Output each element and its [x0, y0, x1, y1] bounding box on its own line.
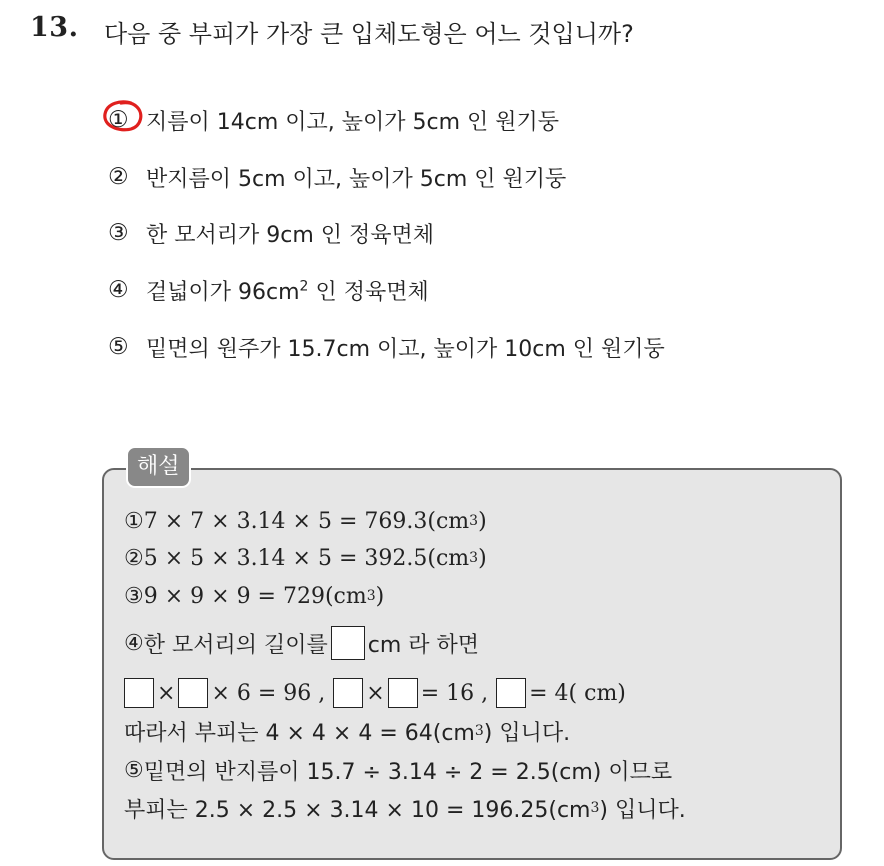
- question-text: 다음 중 부피가 가장 큰 입체도형은 어느 것입니까?: [104, 20, 634, 48]
- sol-1-close: ): [478, 508, 487, 534]
- solution-line-8: [124, 792, 686, 824]
- choice-2[interactable]: [108, 161, 566, 193]
- sol-5-op4: = 16 ,: [420, 680, 489, 706]
- sol-5-op2: × 6 = 96 ,: [211, 680, 326, 706]
- sol-8-text-b: ) 입니다.: [599, 797, 686, 823]
- sol-3-close: ): [375, 583, 385, 609]
- sol-1-mark: ①: [124, 508, 144, 534]
- choice-3-text: 한 모서리가 9cm 인 정육면체: [146, 222, 435, 248]
- choice-5[interactable]: [108, 331, 665, 363]
- sol-5-op5: = 4( cm): [529, 680, 626, 706]
- sol-4-mark: ④: [124, 630, 144, 656]
- sol-3-expr: 9 × 9 × 9 = 729(cm: [143, 583, 367, 609]
- solution-line-1: [124, 505, 487, 537]
- blank-box: [178, 678, 208, 708]
- sol-6-text-a: 따라서 부피는 4 × 4 × 4 = 64(cm: [124, 720, 475, 746]
- sol-5-op3: ×: [366, 680, 385, 706]
- sol-4-text-a: 한 모서리의 길이를: [143, 632, 328, 658]
- superscript: 3: [474, 723, 484, 739]
- choice-2-text: 반지름이 5cm 이고, 높이가 5cm 인 원기둥: [146, 166, 567, 192]
- sol-2-expr: 5 × 5 × 3.14 × 5 = 392.5(cm: [143, 545, 470, 571]
- sol-7-text-b: 밑면의 반지름이 15.7 ÷ 3.14 ÷ 2 = 2.5(cm) 이므로: [143, 759, 673, 785]
- superscript: 3: [469, 550, 479, 566]
- solution-badge: 해설: [126, 446, 191, 488]
- sol-4-text-b: cm 라 하면: [367, 632, 480, 658]
- choice-4-number: ④: [108, 277, 129, 303]
- choice-2-number: ②: [108, 164, 129, 190]
- blank-box: [331, 626, 365, 660]
- sol-6-text-b: ) 입니다.: [483, 720, 571, 746]
- solution-line-2: [124, 542, 487, 574]
- solution-line-7: [124, 754, 672, 786]
- solution-line-5: [124, 677, 626, 709]
- sol-2-mark: ②: [124, 545, 144, 571]
- sol-2-close: ): [478, 545, 487, 571]
- superscript: 3: [366, 588, 376, 604]
- question-number: 13.: [30, 12, 79, 43]
- superscript: 3: [590, 800, 600, 816]
- solution-line-3: [124, 580, 384, 612]
- sol-3-mark: ③: [124, 583, 144, 609]
- superscript: 3: [469, 513, 479, 529]
- choice-5-text: 밑면의 원주가 15.7cm 이고, 높이가 10cm 인 원기둥: [146, 336, 665, 362]
- choice-4[interactable]: [108, 274, 429, 306]
- blank-box: [496, 678, 526, 708]
- sol-5-op1: ×: [157, 680, 176, 706]
- choice-1[interactable]: [108, 104, 559, 136]
- choice-5-number: ⑤: [108, 334, 129, 360]
- choice-4-text: [146, 275, 429, 306]
- blank-box: [388, 678, 418, 708]
- sol-8-text-a: 부피는 2.5 × 2.5 × 3.14 × 10 = 196.25(cm: [124, 797, 591, 823]
- choice-3-number: ③: [108, 220, 129, 246]
- choice-4-text-b: 인 정육면체: [308, 279, 429, 305]
- blank-box: [333, 678, 363, 708]
- choice-1-text: 지름이 14cm 이고, 높이가 5cm 인 원기둥: [146, 109, 560, 135]
- choice-4-text-a: 겉넓이가 96cm: [146, 279, 300, 305]
- superscript: 2: [299, 278, 309, 295]
- sol-7-text: ⑤: [124, 757, 144, 783]
- solution-line-6: [124, 715, 570, 747]
- sol-1-expr: 7 × 7 × 3.14 × 5 = 769.3(cm: [143, 508, 470, 534]
- blank-box: [124, 678, 154, 708]
- choice-1-number: ①: [108, 107, 129, 133]
- choice-3[interactable]: [108, 217, 434, 249]
- solution-line-4: [124, 627, 479, 659]
